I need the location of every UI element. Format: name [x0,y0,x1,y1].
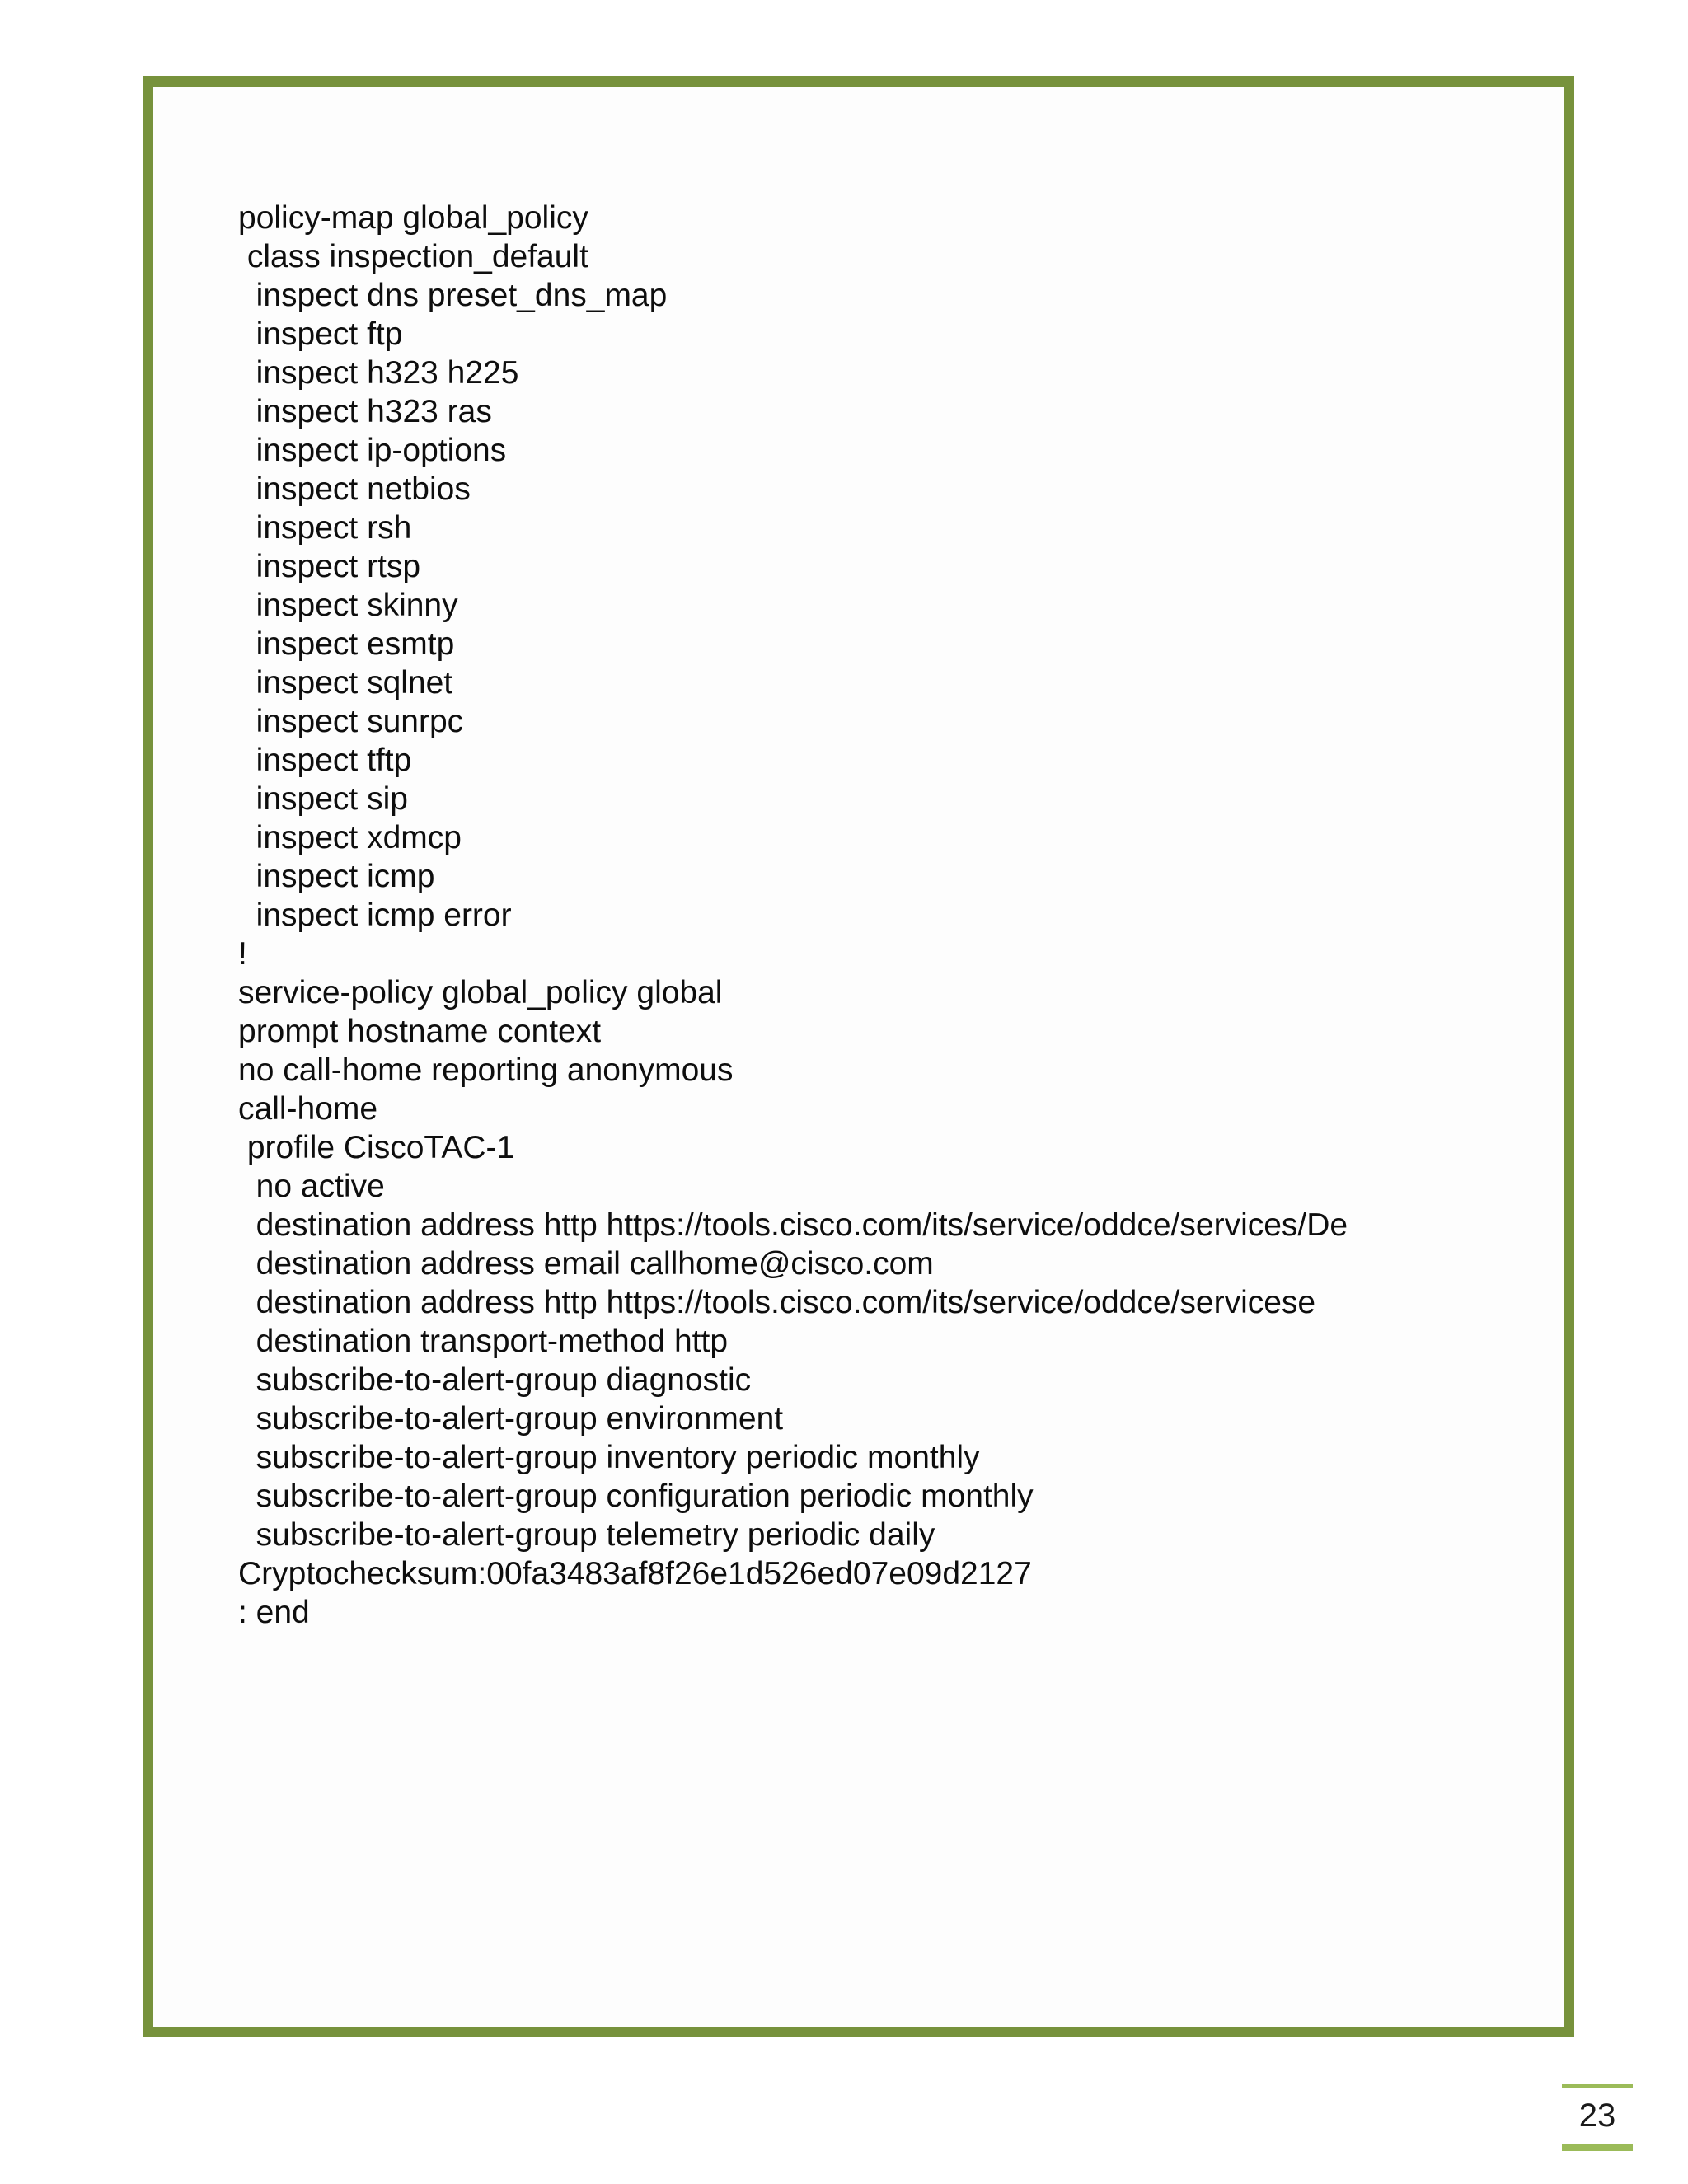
config-line: prompt hostname context [238,1014,602,1049]
page-number-block [1562,2084,1633,2153]
config-line: subscribe-to-alert-group configuration periodic monthly [238,1479,1034,1514]
config-line: profile CiscoTAC-1 [238,1130,515,1165]
config-line: destination address http https://tools.cisco.com/its/service/oddce/services/De [238,1207,1348,1243]
config-line: inspect esmtp [238,626,455,662]
config-line: class inspection_default [238,239,588,274]
config-line: subscribe-to-alert-group telemetry periodic daily [238,1517,935,1553]
config-line: policy-map global_policy [238,200,588,236]
config-line: destination address http https://tools.cisco.com/its/service/oddce/servicese [238,1285,1316,1320]
config-line: inspect xdmcp [238,820,462,855]
config-line: destination transport-method http [238,1324,729,1359]
config-line: inspect icmp [238,859,435,894]
config-line: inspect icmp error [238,898,512,933]
config-line: service-policy global_policy global [238,975,723,1010]
config-line: inspect skinny [238,588,458,623]
config-line: inspect sip [238,781,408,817]
config-line: ! [238,936,247,972]
config-line: inspect netbios [238,471,471,507]
page-number-rule-bottom [1562,2144,1633,2151]
config-line: inspect sunrpc [238,704,464,739]
page-number-rule-top [1562,2084,1633,2088]
config-line: inspect rsh [238,510,412,546]
config-line: inspect h323 h225 [238,355,519,391]
config-line: inspect rtsp [238,549,421,584]
config-line: inspect ip-options [238,433,507,468]
config-line: call-home [238,1091,378,1127]
config-line: Cryptochecksum:00fa3483af8f26e1d526ed07e09d2127 [238,1556,1032,1591]
page-number: 23 [1578,2097,1616,2134]
config-line: inspect sqlnet [238,665,453,701]
config-listing [238,199,1524,1632]
config-line: subscribe-to-alert-group environment [238,1401,784,1436]
config-line: subscribe-to-alert-group diagnostic [238,1362,752,1398]
config-line: inspect ftp [238,316,403,352]
config-line: : end [238,1595,310,1630]
config-line: inspect tftp [238,743,412,778]
config-line: no call-home reporting anonymous [238,1052,734,1088]
config-line: inspect h323 ras [238,394,492,429]
config-line: inspect dns preset_dns_map [238,278,668,313]
config-line: subscribe-to-alert-group inventory periodic monthly [238,1440,980,1475]
config-line: destination address email callhome@cisco.com [238,1246,934,1282]
config-line: no active [238,1169,385,1204]
